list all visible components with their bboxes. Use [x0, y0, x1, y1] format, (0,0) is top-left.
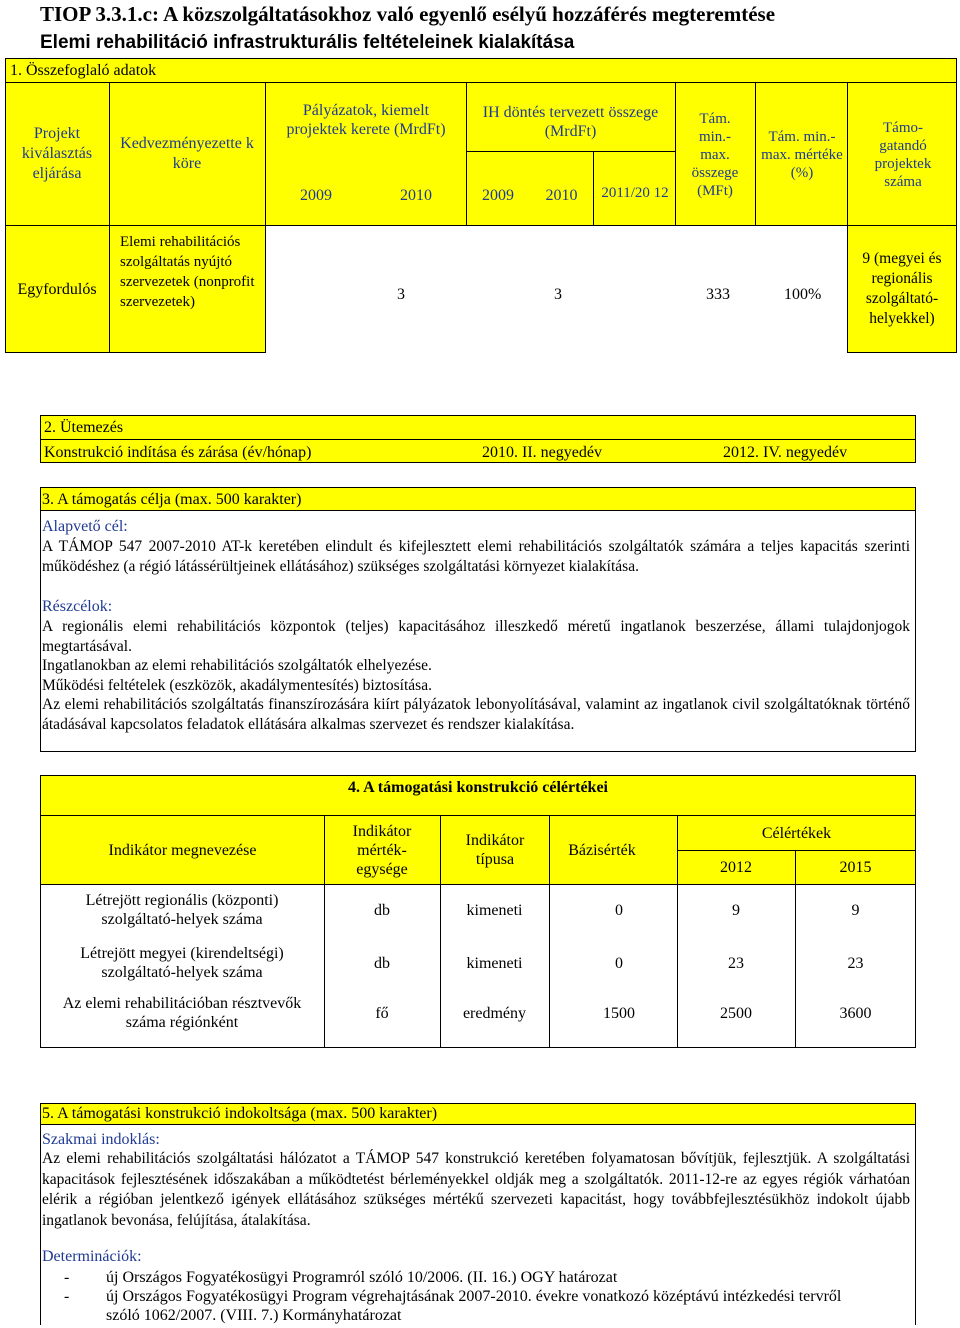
ind-row-2012: 23 [728, 954, 744, 972]
determinacio-1: új Országos Fogyatékosügyi Programról szóló 10/2006. (II. 16.) OGY határozat [106, 1269, 618, 1286]
cell-v5: 9 (megyei és regionális szolgáltató- helyekkel) [862, 250, 942, 327]
header-projekt: Projekt kiválasztás eljárása [21, 124, 93, 182]
ind-header-base: Bázisérték [568, 841, 636, 859]
reszcel-4: Az elemi rehabilitációs szolgáltatás finanszírozására kiírt pályázatok lebonyolításával, valamint az ingatlanok civil szolgáltatóknak történő átadásával kapcsolatos feladatok ellátására alkalmas szervezet és rendszer kialakítása. [42, 696, 910, 733]
header-tam-mertek: Tám. min.-max. mértéke (%) [761, 129, 843, 181]
ind-row-2015: 3600 [839, 1004, 872, 1022]
ind-header-name: Indikátor megnevezése [108, 841, 257, 859]
determinaciok-label: Determinációk: [42, 1248, 142, 1265]
cell-v3: 333 [706, 286, 730, 303]
ind-row-name: Létrejött megyei (kirendeltségi) szolgáltató-helyek száma [80, 945, 284, 981]
bullet: - [64, 1288, 70, 1305]
ind-row-type: eredmény [462, 1004, 527, 1022]
header-kedvezmenyezett: Kedvezményezette k köre [120, 134, 254, 172]
ind-row-2012: 2500 [720, 1004, 752, 1022]
reszcel-1: A regionális elemi rehabilitációs központok (teljes) kapacitásához illeszkedő méretű ingatlanok beszerzése, állami tulajdonjogok megtartásával. [42, 618, 910, 655]
bullet: - [64, 1269, 70, 1286]
ind-row-2015: 9 [851, 901, 860, 919]
ind-row-base: 1500 [603, 1004, 635, 1022]
header-2011: 2011/20 12 [601, 185, 669, 201]
alapveto-text: A TÁMOP 547 2007-2010 AT-k keretében elindult és kifejlesztett elemi rehabilitációs szolgáltatók számára a teljes kapacitás szerinti működéshez (a régió látássérültjeinek ellátásához) szükséges szolgáltatási környezet kialakítása. [42, 538, 910, 575]
header-tamogatando: Támo- gatandó projektek száma [874, 120, 932, 190]
section5-heading: 5. A támogatási konstrukció indokoltsága (max. 500 karakter) [42, 1105, 438, 1122]
ind-header-celertekek: Célértékek [761, 824, 832, 842]
cell-v1: 3 [397, 286, 405, 303]
ind-row-unit: db [374, 901, 390, 919]
cell-v4: 100% [784, 286, 822, 303]
determinacio-2: új Országos Fogyatékosügyi Program végrehajtásának 2007-2010. évekre vonatkozó középtávú intézkedési tervről [106, 1288, 842, 1305]
header-tam-osszeg: Tám. min.- max. összege (MFt) [691, 111, 739, 199]
section1-heading: 1. Összefoglaló adatok [10, 62, 157, 79]
ind-row-2015: 23 [847, 954, 864, 972]
cell-v2: 3 [554, 286, 562, 303]
reszcel-3: Működési feltételek (eszközök, akadálymentesítés) biztosítása. [42, 677, 432, 694]
schedule-end: 2012. IV. negyedév [723, 444, 848, 461]
page-title: TIOP 3.3.1.c: A közszolgáltatásokhoz való egyenlő esélyű hozzáférés megteremtése [40, 2, 776, 26]
ind-header-type: Indikátor típusa [465, 832, 525, 868]
header-palyazatok: Pályázatok, kiemelt projektek kerete (MrdFt) [286, 102, 446, 138]
szakmai-label: Szakmai indoklás: [42, 1131, 160, 1148]
ind-header-unit: Indikátor mérték- egysége [352, 822, 412, 878]
ind-row-type: kimeneti [466, 901, 523, 919]
header-2010b: 2010 [545, 187, 578, 204]
ind-row-name: Létrejött regionális (központi) szolgáltató-helyek száma [85, 892, 279, 928]
ind-row-base: 0 [615, 901, 623, 919]
header-2009a: 2009 [300, 187, 332, 204]
section2-heading: 2. Ütemezés [44, 419, 124, 436]
reszcel-2: Ingatlanokban az elemi rehabilitációs szolgáltatók elhelyezése. [42, 657, 432, 674]
ind-header-2012: 2012 [720, 858, 752, 876]
ind-row-base: 0 [615, 954, 623, 972]
ind-row-2012: 9 [732, 901, 740, 919]
cell-eljaras: Egyfordulós [17, 280, 97, 298]
ind-row-type: kimeneti [466, 954, 523, 972]
determinacio-2-cont: szóló 1062/2007. (VIII. 7.) Kormányhatározat [106, 1307, 402, 1324]
schedule-start: 2010. II. negyedév [482, 444, 602, 461]
schedule-label: Konstrukció indítása és zárása (év/hónap) [44, 444, 312, 461]
szakmai-text: Az elemi rehabilitációs szolgáltatási hálózatot a TÁMOP 547 konstrukció keretében folyamatosan bővítjük, fejlesztjük. A szolgáltatási kapacitások fejlesztésének időszakában a működtetést bérleményekkel oldják meg a szolgáltatók. 2011-12-re az egyes régiók várhatóan elérik a régióban jelentkező igények ellátásához szükséges mértékű szervezeti kapacitást, hogy továbbfejlesztésükhöz indokolt újabb ingatlanok bevonása, felújítása, átalakítása. [42, 1150, 910, 1229]
cell-kor: Elemi rehabilitációs szolgáltatás nyújtó szervezetek (nonprofit szervezetek) [120, 234, 255, 310]
section3-heading: 3. A támogatás célja (max. 500 karakter) [42, 491, 302, 508]
ind-row-unit: db [374, 954, 390, 972]
header-ih: IH döntés tervezett összege (MrdFt) [482, 104, 659, 140]
ind-header-2015: 2015 [839, 858, 872, 876]
section4-heading: 4. A támogatási konstrukció célértékei [348, 778, 608, 796]
header-2009b: 2009 [482, 187, 514, 204]
page-subtitle: Elemi rehabilitáció infrastrukturális feltételeinek kialakítása [40, 32, 575, 53]
reszcelok-label: Részcélok: [42, 598, 113, 615]
alapveto-label: Alapvető cél: [42, 518, 128, 535]
header-2010a: 2010 [400, 187, 432, 204]
ind-row-unit: fő [375, 1004, 389, 1022]
ind-row-name: Az elemi rehabilitációban résztvevők száma régiónként [62, 995, 302, 1031]
